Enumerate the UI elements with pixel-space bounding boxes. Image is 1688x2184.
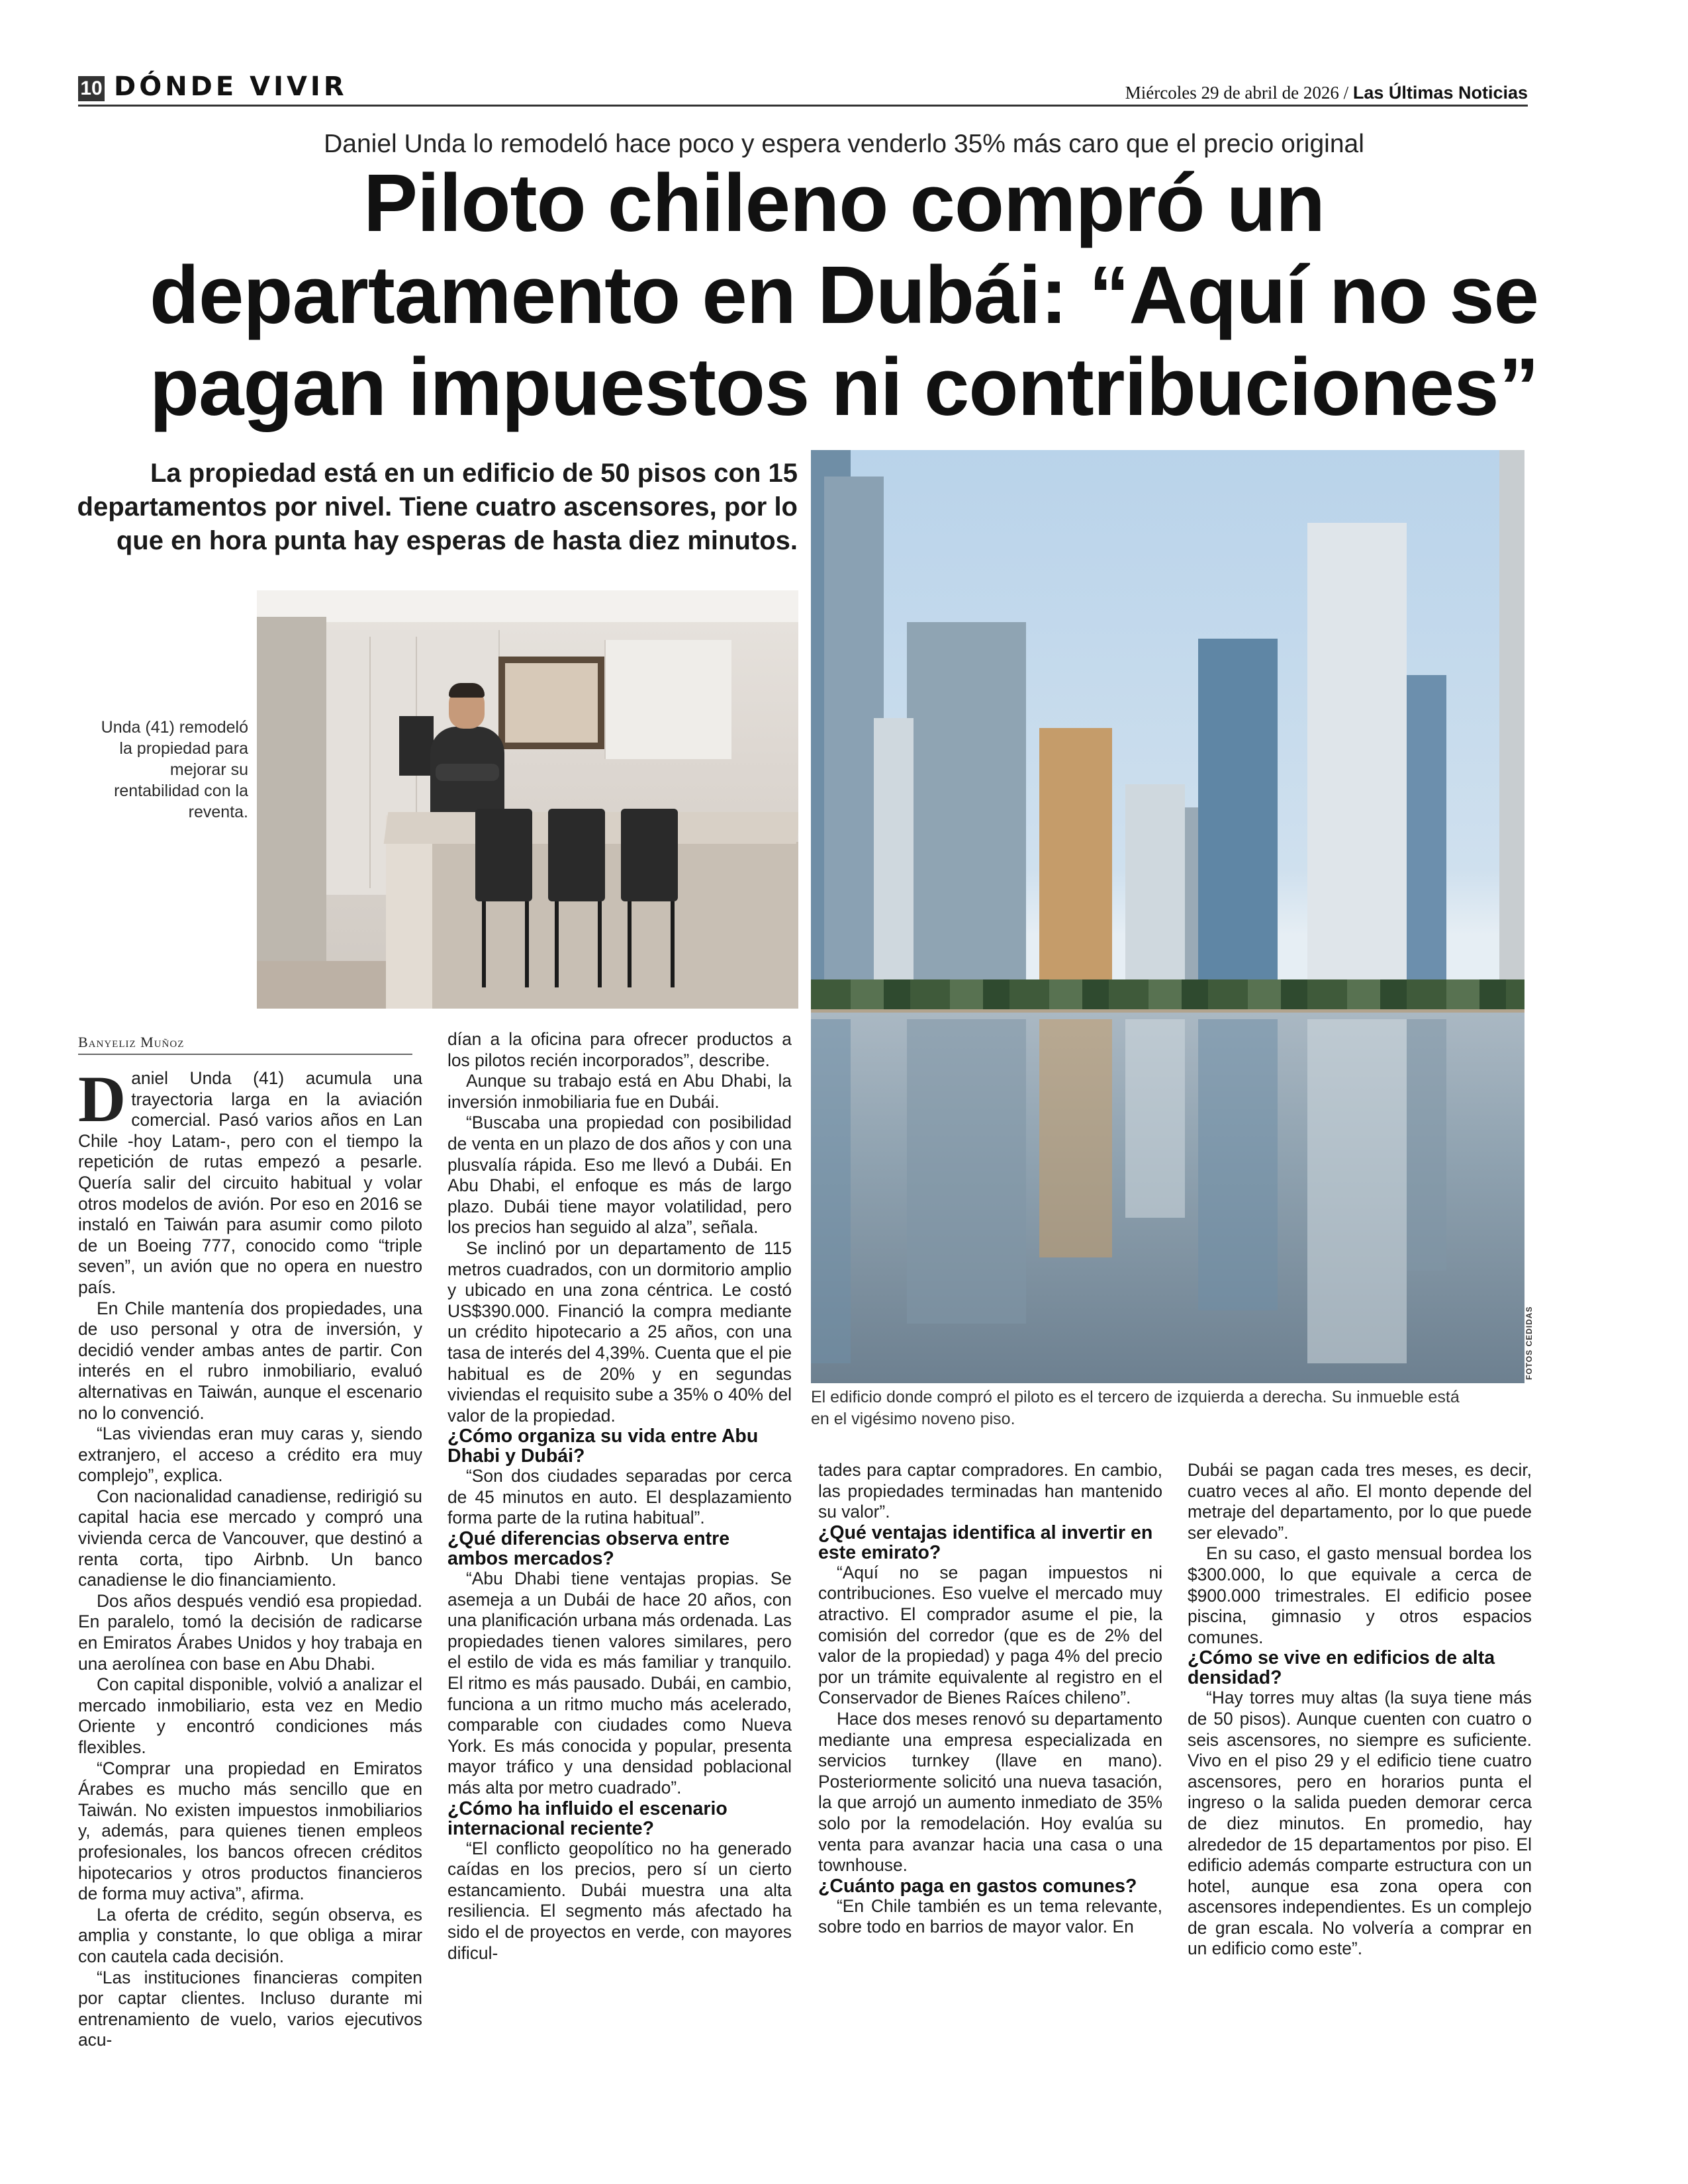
- photo-stool: [548, 809, 605, 901]
- article-column-1: [78, 1062, 422, 2051]
- paragraph: En su caso, el gasto mensual bordea los $300.000, lo que equivale a cerca de $900.000 trimestrales. El edificio posee piscina, gimnasio y otros espacios comunes.: [1188, 1543, 1532, 1647]
- photo-stool-leg: [671, 901, 675, 987]
- paragraph: Se inclinó por un departamento de 115 metros cuadrados, con un dormitorio amplio y ubicado en una zona céntrica. Le costó US$390.000. Financió la compra mediante un crédito hipotecario a 25 años, con una tasa de interés del 4,39%. Cuenta que el pie habitual es de 20% y en segundas viviendas el requisito sube a 35% o 40% del valor de la propiedad.: [447, 1238, 792, 1426]
- photo-reflection: [1307, 1019, 1407, 1363]
- photo-tower: [1198, 639, 1278, 1013]
- kitchen-photo-caption: Unda (41) remodeló la propiedad para mejorar su rentabilidad con la reventa.: [101, 718, 248, 821]
- drop-cap: D: [78, 1062, 126, 1136]
- newspaper-name: Las Últimas Noticias: [1352, 83, 1528, 103]
- paragraph: “Hay torres muy altas (la suya tiene más de 50 pisos). Aunque cuenten con cuatro o seis ascensores, no siempre es suficiente. Vivo en el piso 29 y el edificio tiene cuatro ascensores, pero en horarios punta el ingreso o la salida pueden demorar cerca de diez minutos. En promedio, hay alrededor de 15 departamentos por piso. El edificio además comparte estructura con un hotel, aunque esa zona opera con ascensores independientes. Es un complejo de gran escala. No volvería a comprar en un edificio como este”.: [1188, 1688, 1532, 1959]
- photo-tower: [907, 622, 1026, 1013]
- paragraph: “Son dos ciudades separadas por cerca de 45 minutos en auto. El desplazamiento forma parte de la rutina habitual”.: [447, 1466, 792, 1528]
- subheading: ¿Cómo se vive en edificios de alta densidad?: [1188, 1647, 1495, 1689]
- photo-tower: [1039, 728, 1112, 1013]
- article-headline: [119, 158, 1569, 433]
- photo-stool: [621, 809, 678, 901]
- photo-reflection: [907, 1019, 1026, 1324]
- paragraph: dían a la oficina para ofrecer productos a los pilotos recién incorporados”, describe.: [447, 1029, 792, 1070]
- headline-line-1: Piloto chileno compró un: [363, 158, 1325, 249]
- subheading: ¿Cómo ha influido el escenario internacional reciente?: [447, 1797, 727, 1839]
- paragraph: “Buscaba una propiedad con posibilidad de venta en un plazo de dos años y con una plusvalía rápida. Eso me llevó a Dubái. En Abu Dhabi, el enfoque es más de largo plazo. Dubái tiene mayor volatilidad, pero los precios han seguido al alza”, señala.: [447, 1113, 792, 1238]
- section-title: DÓNDE VIVIR: [114, 71, 348, 102]
- photo-cabinet-seam: [369, 637, 371, 888]
- photo-stool-leg: [525, 901, 529, 987]
- article-column-4: [1188, 1460, 1532, 1960]
- photo-stool: [475, 809, 532, 901]
- paragraph: La oferta de crédito, según observa, es amplia y constante, lo que obliga a mirar con cautela cada decisión.: [78, 1904, 422, 1966]
- paragraph: Con nacionalidad canadiense, redirigió su capital hacia ese mercado y compró una vivienda cerca de Vancouver, que destinó a renta corta, tipo Airbnb. Un banco canadiense le dio financiamiento.: [78, 1486, 422, 1590]
- paragraph: En Chile mantenía dos propiedades, una de uso personal y otra de inversión, y decidió vender ambas antes de partir. Con interés en el rubro inmobiliario, evaluó alternativas en Taiwán, aunque el escenario no lo convenció.: [78, 1298, 422, 1423]
- city-photo: [811, 450, 1524, 1383]
- paragraph-text: aniel Unda (41) acumula una trayectoria larga en la aviación comercial. Pasó varios años en Lan Chile -hoy Latam-, pero con el tiempo la repetición de rutas empezó a pesarle. Quería salir del circuito habitual y volar otros modelos de avión. Por eso en 2016 se instaló en Taiwán para asumir como piloto de un Boeing 777, conocido como “triple seven”, un avión que no opera en nuestro país.: [78, 1068, 422, 1297]
- paragraph: “Aquí no se pagan impuestos ni contribuciones. Eso vuelve el mercado muy atractivo. El comprador asume el pie, la comisión del corredor (que es de 2% del valor de la propiedad) y paga 4% del precio por un trámite equivalente al registro en el Conservador de Bienes Raíces chileno”.: [818, 1562, 1162, 1708]
- paragraph: tades para captar compradores. En cambio, las propiedades terminadas han mantenido su valor”.: [818, 1460, 1162, 1522]
- article-column-3: [818, 1460, 1162, 1938]
- paragraph: “Comprar una propiedad en Emiratos Árabes es mucho más sencillo que en Taiwán. No existen impuestos inmobiliarios y, además, para quienes tienen empleos profesionales, los bancos ofrecen créditos hipotecarios y otros productos financieros de forma muy activa”, afirma.: [78, 1758, 422, 1904]
- photo-reflection: [1039, 1019, 1112, 1257]
- photo-reflection: [1407, 1019, 1446, 1271]
- paragraph: “El conflicto geopolítico no ha generado caídas en los precios, pero sí un cierto estancamiento. Dubái muestra una alta resiliencia. El segmento más afectado ha sido el de proyectos en verde, con mayores dificul-: [447, 1838, 792, 1963]
- paragraph: [78, 1062, 422, 1298]
- photo-tower: [1499, 450, 1524, 1013]
- paragraph: “En Chile también es un tema relevante, sobre todo en barrios de mayor valor. En: [818, 1895, 1162, 1937]
- photo-credit: FOTOS CEDIDAS: [1524, 1306, 1534, 1380]
- photo-person-hair: [449, 683, 485, 698]
- photo-person-arms: [436, 764, 499, 781]
- photo-tower: [1407, 675, 1446, 1013]
- headline-line-3: pagan impuestos ni contribuciones”: [149, 342, 1539, 433]
- paragraph: “Abu Dhabi tiene ventajas propias. Se asemeja a un Dubái de hace 20 años, con una planificación urbana más ordenada. Las propiedades tienen valores similares, pero el estilo de vida es más familiar y tranquilo. El ritmo es más pausado. Dubái, en cambio, funciona a un ritmo mucho más acelerado, comparable con ciudades como Nueva York. Es más conocida y popular, presenta mayor tráfico y una densidad poblacional más alta por metro cuadrado”.: [447, 1569, 792, 1797]
- photo-reflection: [1125, 1019, 1185, 1218]
- photo-shelf-inner: [505, 663, 598, 743]
- paragraph: Con capital disponible, volvió a analizar el mercado inmobiliario, esta vez en Medio Oriente y encontró condiciones más flexibles.: [78, 1674, 422, 1757]
- byline: Banyeliz Muñoz: [78, 1034, 412, 1055]
- photo-tower: [874, 718, 914, 1013]
- photo-ceiling: [257, 590, 798, 622]
- paragraph: “Las viviendas eran muy caras y, siendo extranjero, el acceso a crédito era muy complejo”, explica.: [78, 1424, 422, 1486]
- header-rule: [78, 105, 1528, 107]
- article-column-2: [447, 1029, 792, 1964]
- city-photo-caption: El edificio donde compró el piloto es el tercero de izquierda a derecha. Su inmueble está en el vigésimo noveno piso.: [811, 1388, 1460, 1428]
- paragraph: Aunque su trabajo está en Abu Dhabi, la inversión inmobiliaria fue en Dubái.: [447, 1071, 792, 1112]
- paragraph: Dos años después vendió esa propiedad. En paralelo, tomó la decisión de radicarse en Emiratos Árabes Unidos y hoy trabaja en una aerolínea con base en Abu Dhabi.: [78, 1590, 422, 1674]
- photo-oven: [399, 716, 434, 776]
- dateline-separator: /: [1338, 83, 1353, 103]
- photo-stool-leg: [598, 901, 602, 987]
- paragraph: Dubái se pagan cada tres meses, es decir, cuatro veces al año. El monto depende del metraje del departamento, por lo que puede ser elevado”.: [1188, 1460, 1532, 1543]
- photo-stool-leg: [628, 901, 632, 987]
- dateline: [1125, 83, 1528, 103]
- paragraph: “Las instituciones financieras compiten por captar clientes. Incluso durante mi entrenamiento de vuelo, varios ejecutivos acu-: [78, 1967, 422, 2050]
- photo-tower: [1307, 523, 1407, 1013]
- headline-line-2: departamento en Dubái: “Aquí no se: [149, 250, 1539, 341]
- photo-wall: [257, 617, 326, 1009]
- issue-date: Miércoles 29 de abril de 2026: [1125, 83, 1339, 103]
- article-deck: La propiedad está en un edificio de 50 pisos con 15 departamentos por nivel. Tiene cuatro ascensores, por lo que en hora punta hay esperas de hasta diez minutos.: [77, 459, 798, 555]
- article-kicker: Daniel Unda lo remodeló hace poco y espera venderlo 35% más caro que el precio original: [324, 130, 1364, 158]
- subheading: ¿Qué diferencias observa entre ambos mercados?: [447, 1528, 730, 1570]
- photo-reflection: [1198, 1019, 1278, 1310]
- photo-reflection: [811, 1019, 851, 1363]
- subheading: ¿Cuánto paga en gastos comunes?: [818, 1875, 1137, 1897]
- subheading: ¿Cómo organiza su vida entre Abu Dhabi y Dubái?: [447, 1426, 759, 1467]
- photo-upper-cabinet: [604, 640, 731, 759]
- photo-stool-leg: [555, 901, 559, 987]
- paragraph: Hace dos meses renovó su departamento mediante una empresa especializada en servicios turnkey (llave en mano). Posteriormente solicitó una nueva tasación, la que arrojó un aumento inmediato de 35% solo por la remodelación. Hoy evalúa su venta para avanzar hacia una casa o una townhouse.: [818, 1708, 1162, 1876]
- photo-stool-leg: [482, 901, 486, 987]
- page-number: 10: [78, 76, 105, 101]
- kitchen-photo: [257, 590, 798, 1009]
- photo-counter-end: [386, 815, 432, 1009]
- subheading: ¿Qué ventajas identifica al invertir en este emirato?: [818, 1522, 1153, 1563]
- photo-tower: [1125, 784, 1185, 1013]
